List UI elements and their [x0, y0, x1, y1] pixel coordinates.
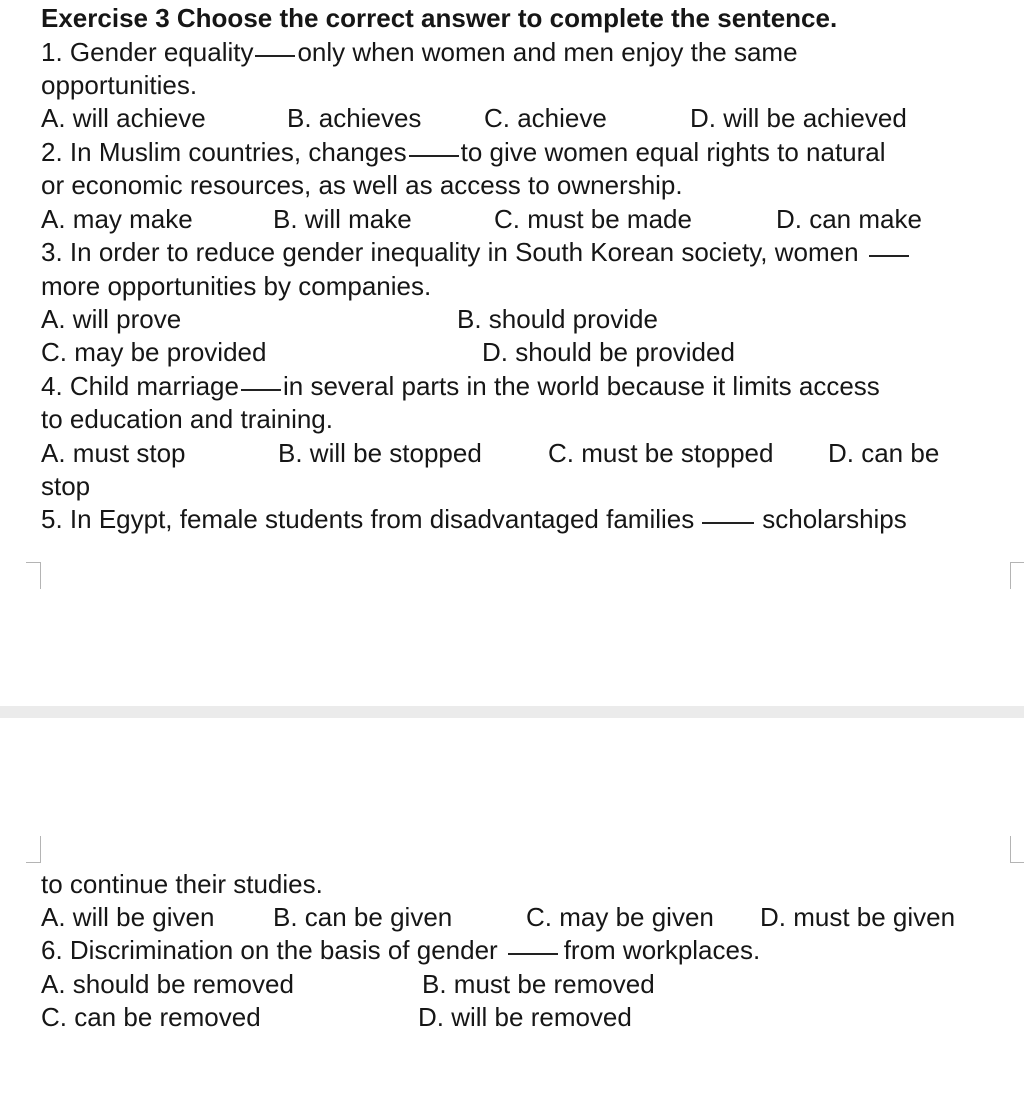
answer-blank [241, 389, 281, 391]
question-2-option-a: A. may make [41, 204, 193, 234]
question-6-option-a: A. should be removed [41, 969, 294, 999]
question-5-option-b: B. can be given [273, 902, 453, 932]
page-corner-mark [26, 562, 41, 589]
question-2-option-b: B. will make [273, 204, 412, 234]
question-5-option-a: A. will be given [41, 902, 215, 932]
question-5-stem [41, 503, 907, 536]
question-4-option-c: C. must be stopped [548, 438, 774, 468]
question-5-text-b: scholarships [762, 504, 907, 534]
question-4-option-d: D. can be [828, 438, 940, 468]
answer-blank [255, 55, 295, 57]
question-3-text-a: 3. In order to reduce gender inequality in South Korean society, women [41, 237, 859, 267]
question-1-stem-cont: opportunities. [41, 70, 198, 100]
question-1-option-d: D. will be achieved [690, 103, 907, 133]
question-3-option-a: A. will prove [41, 304, 182, 334]
answer-blank [702, 522, 754, 524]
question-4-option-b: B. will be stopped [278, 438, 482, 468]
exercise-title: Exercise 3 Choose the correct answer to complete the sentence. [41, 3, 838, 33]
question-6-option-d: D. will be removed [418, 1002, 632, 1032]
question-4-option-d-wrap: stop [41, 471, 91, 501]
question-2-stem-cont: or economic resources, as well as access to ownership. [41, 170, 683, 200]
question-1-option-c: C. achieve [484, 103, 607, 133]
question-4-text-a: 4. Child marriage [41, 371, 239, 401]
question-5-option-d: D. must be given [760, 902, 956, 932]
page-corner-mark [26, 836, 41, 863]
answer-blank [869, 255, 909, 257]
answer-blank [409, 155, 459, 157]
question-1-option-b: B. achieves [287, 103, 422, 133]
question-3-option-b: B. should provide [457, 304, 658, 334]
question-3-option-c: C. may be provided [41, 337, 267, 367]
question-1-text-a: 1. Gender equality [41, 37, 254, 67]
question-6-text-a: 6. Discrimination on the basis of gender [41, 935, 498, 965]
question-6-text-b: from workplaces. [563, 935, 761, 965]
page-corner-mark [1010, 836, 1024, 863]
question-4-stem-cont: to education and training. [41, 404, 333, 434]
question-4-option-a: A. must stop [41, 438, 186, 468]
page-corner-mark [1010, 562, 1024, 589]
question-4-text-b: in several parts in the world because it limits access [282, 371, 880, 401]
question-6-stem [41, 934, 760, 967]
question-2-text-b: to give women equal rights to natural [460, 137, 886, 167]
question-1-text-b: only when women and men enjoy the same [297, 37, 798, 67]
answer-blank [508, 953, 558, 955]
question-5-option-c: C. may be given [526, 902, 714, 932]
question-3-stem-cont: more opportunities by companies. [41, 271, 432, 301]
page-separator [0, 706, 1024, 718]
question-5-text-a: 5. In Egypt, female students from disadvantaged families [41, 504, 695, 534]
question-2-option-d: D. can make [776, 204, 922, 234]
question-2-text-a: 2. In Muslim countries, changes [41, 137, 407, 167]
question-6-option-b: B. must be removed [422, 969, 655, 999]
question-3-stem [41, 236, 911, 269]
question-1-stem [41, 36, 798, 69]
question-1-option-a: A. will achieve [41, 103, 206, 133]
question-6-option-c: C. can be removed [41, 1002, 261, 1032]
question-2-stem [41, 136, 886, 169]
question-4-stem [41, 370, 880, 403]
question-5-stem-cont: to continue their studies. [41, 869, 323, 899]
question-3-option-d: D. should be provided [482, 337, 735, 367]
question-2-option-c: C. must be made [494, 204, 692, 234]
